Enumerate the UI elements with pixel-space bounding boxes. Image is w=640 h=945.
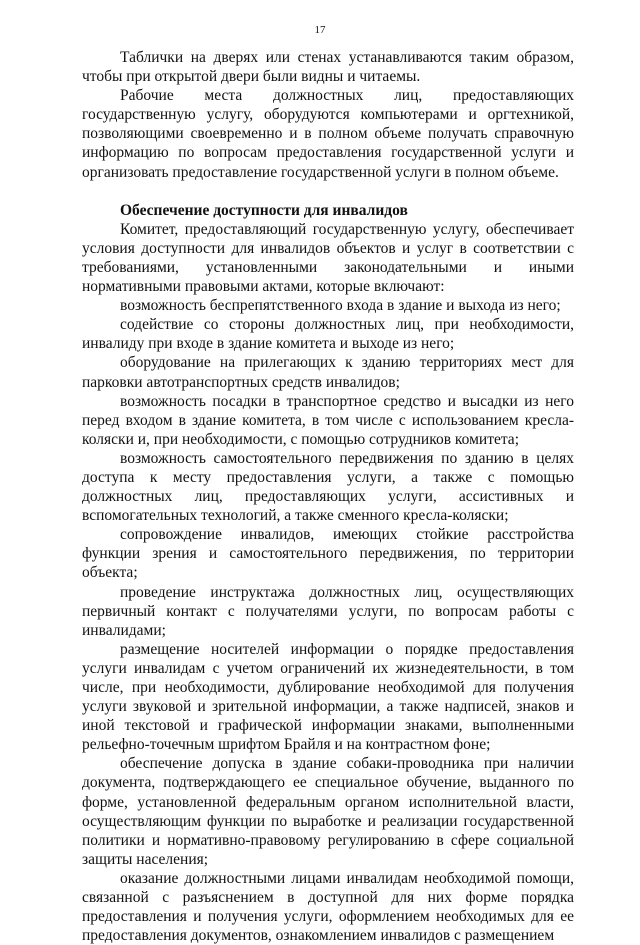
list-item: оборудование на прилегающих к зданию территориях мест для парковки автотранспортных средств инвалидов; — [82, 354, 574, 391]
list-item: сопровождение инвалидов, имеющих стойкие расстройства функции зрения и самостоятельного передвижения, по территории объекта; — [82, 526, 574, 582]
page-body — [82, 48, 574, 945]
page-number: 17 — [314, 24, 326, 36]
paragraph-workplaces: Рабочие места должностных лиц, предоставляющих государственную услугу, оборудуются компьютерами и оргтехникой, позволяющими своевременно и в полном объеме получать справочную информацию по вопросам предоставления государственной услуги и организовать предоставление государственной услуги в полном объеме. — [82, 87, 574, 181]
list-item: размещение носителей информации о порядке предоставления услуги инвалидам с учетом ограничений их жизнедеятельности, в том числе, при необходимости, дублирование необходимой для получения услуги звуковой и зрительной информации, а также надписей, знаков и иной текстовой и графической информации знаками, выполненными рельефно-точечным шрифтом Брайля и на контрастном фоне; — [82, 640, 574, 754]
list-item: содействие со стороны должностных лиц, при необходимости, инвалиду при входе в здание комитета и выходе из него; — [82, 316, 574, 353]
list-item: обеспечение допуска в здание собаки-проводника при наличии документа, подтверждающего ее специальное обучение, выданного по форме, установленной федеральным органом исполнительной власти, осуществляющим функции по выработке и реализации государственной политики и нормативно-правовому регулированию в сфере социальной защиты населения; — [82, 755, 574, 868]
list-item: возможность самостоятельного передвижения по зданию в целях доступа к месту предоставления услуги, а также с помощью должностных лиц, предоставляющих услуги, ассистивных и вспомогательных технологий, а также сменного кресла-коляски; — [82, 449, 574, 525]
list-item: возможность посадки в транспортное средство и высадки из него перед входом в здание комитета, в том числе с использованием кресла-коляски и, при необходимости, с помощью сотрудников комитета; — [82, 392, 574, 448]
section-heading: Обеспечение доступности для инвалидов — [120, 201, 408, 219]
list-item: оказание должностными лицами инвалидам необходимой помощи, связанной с разъяснением в доступной для них форме порядка предоставления и получения услуги, оформлением необходимых для ее предоставления документов, ознакомлением инвалидов с размещением — [82, 869, 574, 945]
section-intro: Комитет, предоставляющий государственную услугу, обеспечивает условия доступности для инвалидов объектов и услуг в соответствии с требованиями, установленными законодательными и иными нормативными правовыми актами, которые включают: — [82, 220, 574, 296]
list-item: проведение инструктажа должностных лиц, осуществляющих первичный контакт с получателями услуги, по вопросам работы с инвалидами; — [82, 583, 574, 639]
list-item: возможность беспрепятственного входа в здание и выхода из него; — [120, 297, 561, 315]
paragraph-door-signs: Таблички на дверях или стенах устанавливаются таким образом, чтобы при открытой двери были видны и читаемы. — [82, 49, 574, 86]
